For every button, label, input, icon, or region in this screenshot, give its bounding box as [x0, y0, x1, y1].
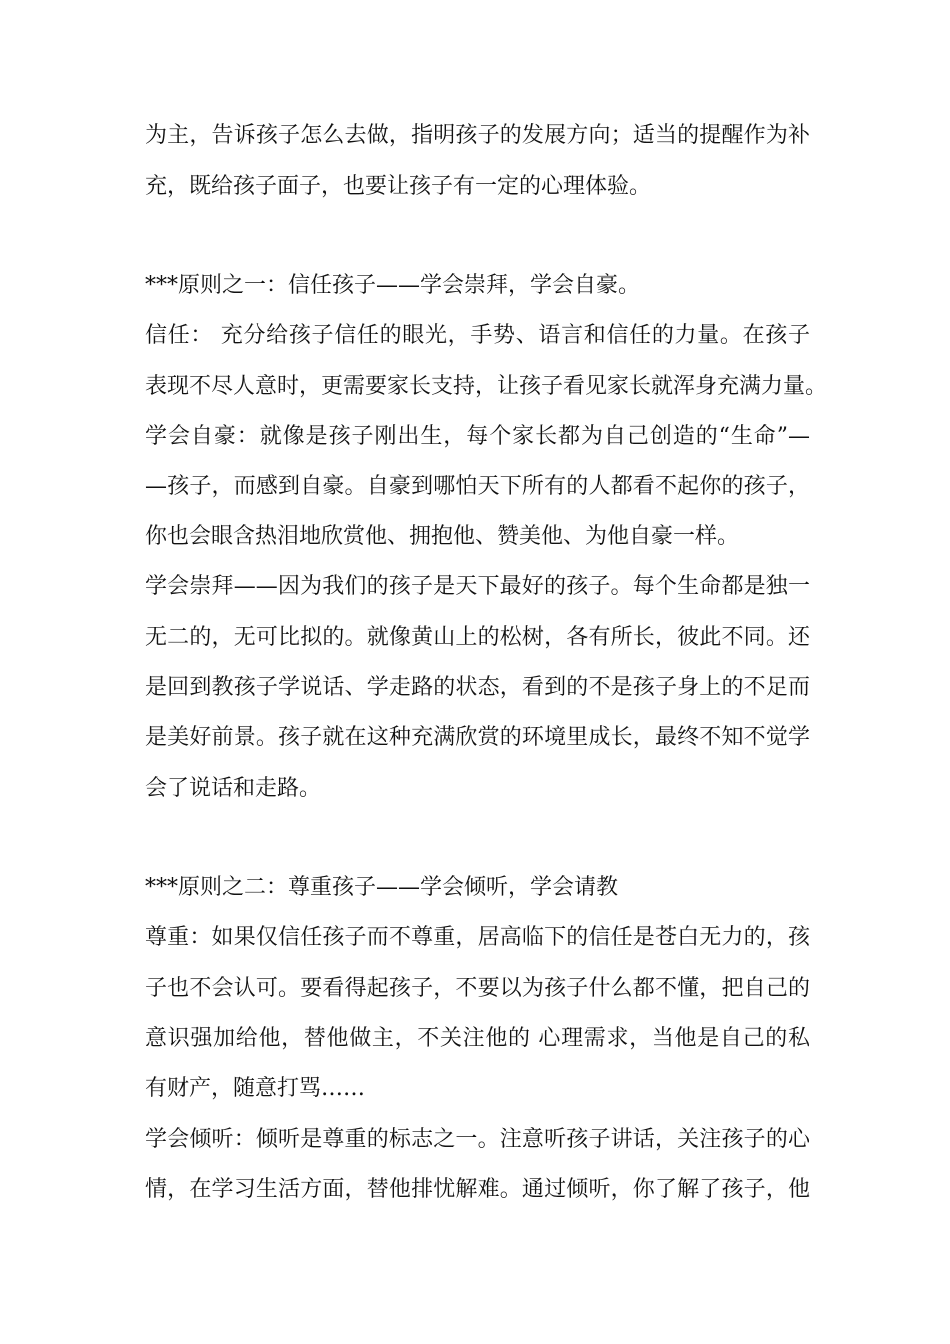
intro-line-1: 为主，告诉孩子怎么去做，指明孩子的发展方向；适当的提醒作为补 — [145, 123, 810, 148]
listen-line-1: 学会倾听：倾听是尊重的标志之一。注意听孩子讲话，关注孩子的心 — [145, 1127, 810, 1152]
trust-line-2: 表现不尽人意时，更需要家长支持，让孩子看见家长就浑身充满力量。 — [145, 374, 828, 399]
trust-line-1: 信任： 充分给孩子信任的眼光，手势、语言和信任的力量。在孩子 — [145, 323, 810, 348]
pride-line-3: 你也会眼含热泪地欣赏他、拥抱他、赞美他、为他自豪一样。 — [145, 524, 740, 549]
worship-line-1: 学会崇拜——因为我们的孩子是天下最好的孩子。每个生命都是独一 — [145, 574, 810, 599]
listen-line-2: 情，在学习生活方面，替他排忧解难。通过倾听，你了解了孩子，他 — [145, 1177, 810, 1202]
respect-line-1: 尊重：如果仅信任孩子而不尊重，居高临下的信任是苍白无力的，孩 — [145, 925, 810, 950]
pride-line-1: 学会自豪：就像是孩子刚出生，每个家长都为自己创造的“生命”— — [145, 424, 810, 449]
principle-2-heading: ***原则之二：尊重孩子——学会倾听，学会请教 — [145, 875, 619, 900]
respect-line-2: 子也不会认可。要看得起孩子，不要以为孩子什么都不懂，把自己的 — [145, 976, 810, 1001]
worship-line-3: 是回到教孩子学说话、学走路的状态，看到的不是孩子身上的不足而 — [145, 675, 810, 700]
pride-line-2: —孩子，而感到自豪。自豪到哪怕天下所有的人都看不起你的孩子， — [145, 474, 810, 499]
respect-line-4: 有财产，随意打骂…… — [145, 1076, 366, 1101]
intro-line-2: 充，既给孩子面子，也要让孩子有一定的心理体验。 — [145, 174, 652, 199]
worship-line-5: 会了说话和走路。 — [145, 776, 322, 801]
worship-line-2: 无二的，无可比拟的。就像黄山上的松树，各有所长，彼此不同。还 — [145, 625, 810, 650]
worship-line-4: 是美好前景。孩子就在这种充满欣赏的环境里成长，最终不知不觉学 — [145, 725, 810, 750]
principle-1-heading: ***原则之一：信任孩子——学会崇拜，学会自豪。 — [145, 273, 641, 298]
respect-line-3: 意识强加给他，替他做主，不关注他的 心理需求，当他是自己的私 — [145, 1026, 810, 1051]
